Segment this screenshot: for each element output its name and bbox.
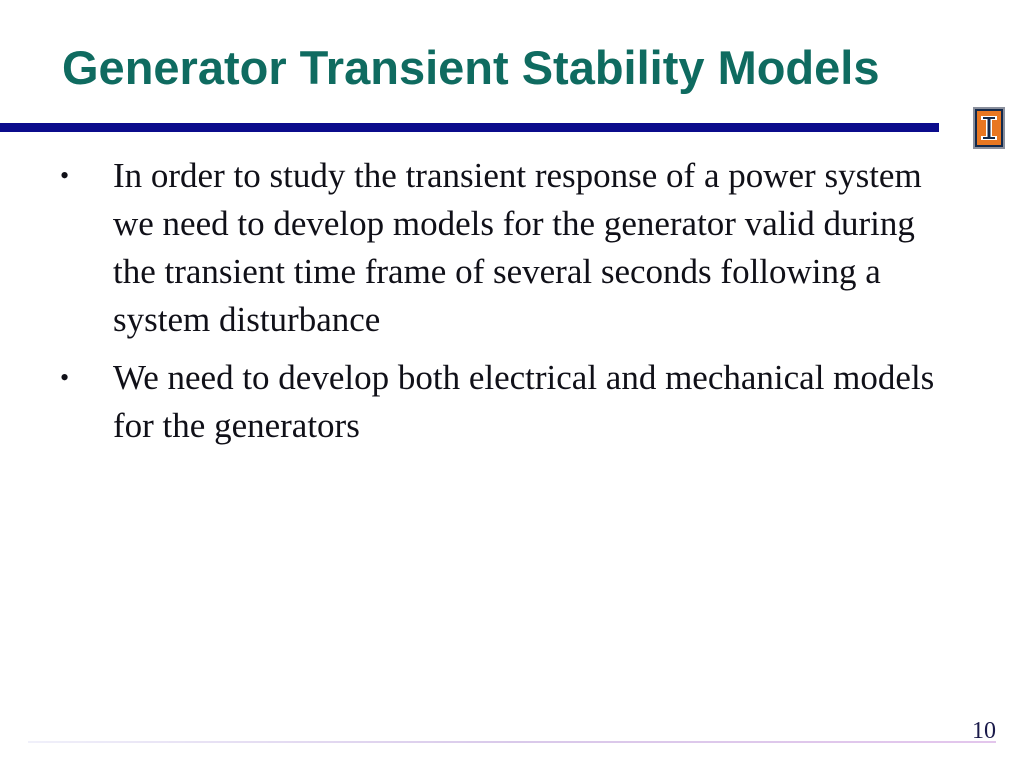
bullet-list	[58, 152, 938, 460]
page-number: 10	[972, 718, 996, 744]
bullet-text: We need to develop both electrical and mechanical models for the generators	[113, 358, 935, 445]
university-logo-icon	[973, 107, 1005, 149]
slide-title: Generator Transient Stability Models	[62, 41, 880, 94]
bullet-item	[58, 354, 938, 450]
title-underline	[0, 123, 939, 132]
bullet-marker: •	[60, 363, 70, 392]
bullet-marker: •	[60, 161, 70, 190]
footer-divider	[28, 741, 996, 743]
bullet-text: In order to study the transient response of a power system we need to develop models for the generator valid during the transient time frame of several seconds following a system disturbance	[113, 156, 922, 339]
bullet-item	[58, 152, 938, 344]
